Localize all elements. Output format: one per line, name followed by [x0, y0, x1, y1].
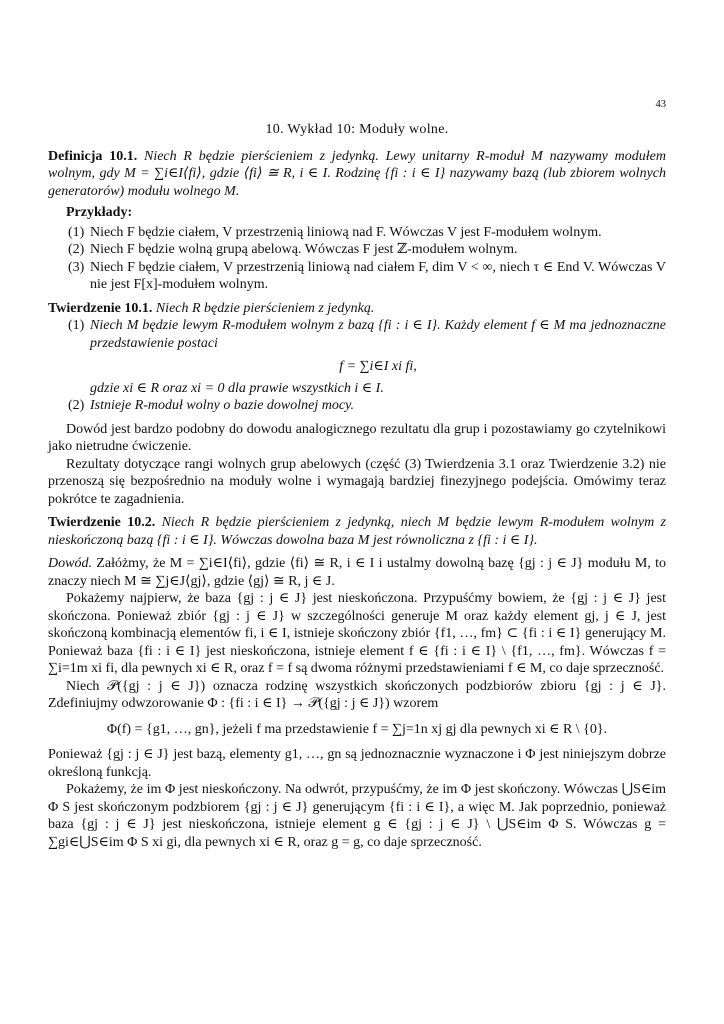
- proof-paragraph-5: Pokażemy, że im Φ jest nieskończony. Na odwrót, przypuśćmy, że im Φ jest skończony. Wówczas ⋃S∈im Φ S jest skończonym podzbiorem {gj : j ∈ J} generującym {fi : i ∈ I}, a więc M. Jak poprzednio, ponieważ baza {gj : j ∈ J} jest nieskończona, istnieje element g ∈ {gj : j ∈ J} \ ⋃S∈im Φ S. Wówczas g = ∑gi∈⋃S∈im Φ S xi gi, dla pewnych xi ∈ R, oraz g = g, co daje sprzeczność.: [48, 782, 666, 850]
- proof-paragraph-4: Ponieważ {gj : j ∈ J} jest bazą, elementy g1, …, gn są jednoznacznie wyznaczone i Φ jest niniejszym dobrze określoną funkcją.: [48, 747, 666, 780]
- examples-heading: Przykłady:: [66, 205, 133, 220]
- proof-label: Dowód.: [48, 556, 92, 571]
- definition-label: Definicja 10.1.: [48, 148, 138, 164]
- theorem-10-1-items: [48, 317, 666, 415]
- phi-definition-formula: Φ(f) = {g1, …, gn}, jeżeli f ma przedstawienie f = ∑j=1n xj gj dla pewnych xi ∈ R \ {0}.: [106, 721, 608, 737]
- example-item-1: (1) Niech F będzie ciałem, V przestrzenią liniową nad F. Wówczas V jest F-modułem wolnym.: [68, 224, 602, 240]
- theorem-10-1: [48, 300, 666, 318]
- theorem-intro: Niech R będzie pierścieniem z jedynką.: [155, 300, 375, 316]
- definition-10-1: [48, 148, 666, 201]
- proof-paragraph-3: Niech 𝒫({gj : j ∈ J}) oznacza rodzinę wszystkich skończonych podzbiorów zbioru {gj : j ∈ J}. Zdefiniujmy odwzorowanie Φ : {fi : i ∈ I} → 𝒫({gj : j ∈ J}) wzorem: [48, 678, 666, 711]
- example-item-2: (2) Niech F będzie wolną grupą abelową. Wówczas F jest ℤ-modułem wolnym.: [68, 242, 518, 257]
- page-number: 43: [655, 99, 666, 110]
- theorem-10-2: [48, 514, 666, 549]
- display-formula: f = ∑i∈I xi fi,: [339, 359, 417, 374]
- theorem-2-label: Twierdzenie 10.2.: [48, 515, 156, 530]
- section-title: 10. Wykład 10: Moduły wolne.: [265, 122, 449, 137]
- formula-condition: gdzie xi ∈ R oraz xi = 0 dla prawie wszystkich i ∈ I.: [90, 380, 384, 396]
- theorem-item-1: (1) Niech M będzie lewym R-modułem wolnym z bazą {fi : i ∈ I}. Każdy element f ∈ M ma jednoznaczne przedstawienie postaci f = ∑i∈I xi fi, gdzie xi ∈ R oraz xi = 0 dla prawie wszystkich i ∈ I.: [68, 318, 666, 396]
- proof-paragraph-1: Dowód. Załóżmy, że M = ∑i∈I⟨fi⟩, gdzie ⟨fi⟩ ≅ R, i ∈ I i ustalmy dowolną bazę {gj : j ∈ J} modułu M, to znaczy niech M ≅ ∑j∈J⟨gj⟩, gdzie ⟨gj⟩ ≅ R, j ∈ J.: [48, 556, 666, 589]
- theorem-label: Twierdzenie 10.1.: [48, 300, 153, 316]
- definition-text: Niech R będzie pierścieniem z jedynką. Lewy unitarny R-moduł M nazywamy modułem wolnym, gdy M = ∑i∈I⟨fi⟩, gdzie ⟨fi⟩ ≅ R, i ∈ I. Rodzinę {fi : i ∈ I} nazywamy bazą (lub zbiorem wolnych generatorów) modułu wolnego M.: [48, 148, 666, 199]
- paragraph-proof-note: Dowód jest bardzo podobny do dowodu analogicznego rezultatu dla grup i pozostawiamy go czytelnikowi jako nietrudne ćwiczenie.: [48, 421, 666, 454]
- example-item-3: (3) Niech F będzie ciałem, V przestrzenią liniową nad ciałem F, dim V < ∞, niech τ ∈ End V. Wówczas V nie jest F[x]-modułem wolnym.: [68, 259, 666, 292]
- paragraph-rank-note: Rezultaty dotyczące rangi wolnych grup abelowych (część (3) Twierdzenia 3.1 oraz Twierdzenie 3.2) nie przenoszą się bezpośrednio na moduły wolne i wymagają bardziej finezyjnego podejścia. Omówimy teraz pokrótce te zagadnienia.: [48, 456, 666, 507]
- examples-list: [48, 224, 666, 294]
- theorem-item-2: (2) Istnieje R-moduł wolny o bazie dowolnej mocy.: [68, 398, 355, 413]
- theorem-2-text: Niech R będzie pierścieniem z jedynką, niech M będzie lewym R-modułem wolnym z nieskończoną bazą {fi : i ∈ I}. Wówczas dowolna baza M jest równoliczna z {fi : i ∈ I}.: [48, 515, 666, 548]
- page-content: [48, 121, 666, 851]
- proof-paragraph-2: Pokażemy najpierw, że baza {gj : j ∈ J} jest nieskończona. Przypuśćmy bowiem, że {gj : j ∈ J} jest skończona. Ponieważ zbiór {gj : j ∈ J} w szczególności generuje M oraz każdy element gj, j ∈ J, jest skończoną kombinacją elementów fi, i ∈ I, istnieje skończony zbiór {f1, …, fm} ⊂ {fi : i ∈ I} generujący M. Ponieważ baza {fi : i ∈ I} jest nieskończona, istnieje element f ∈ {fi : i ∈ I} \ {f1, …, fm}. Wówczas f = ∑i=1m xi fi, dla pewnych xi ∈ R, oraz f = f są dwoma różnymi przedstawieniami f ∈ M, co daje sprzeczność.: [48, 591, 666, 676]
